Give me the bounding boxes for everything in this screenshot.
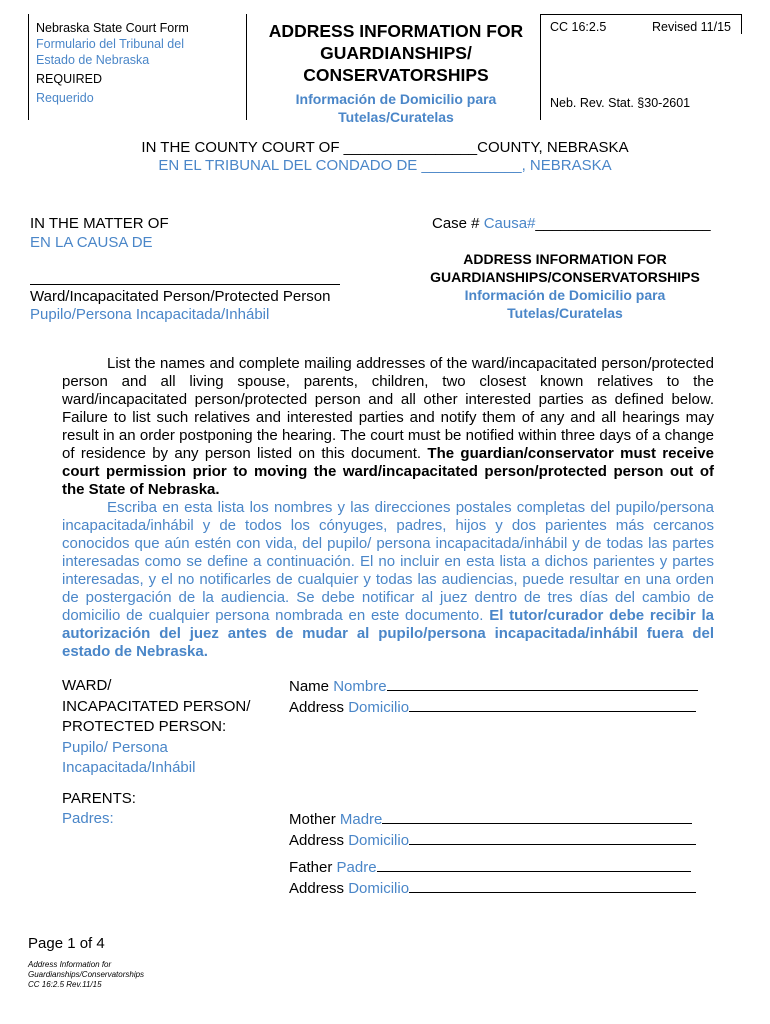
subtitle-l1: ADDRESS INFORMATION FOR [463, 251, 667, 267]
header-divider-1 [246, 14, 247, 120]
source-es-l2: Estado de Nebraska [36, 53, 150, 67]
ward-label: Ward/Incapacitated Person/Protected Person [30, 288, 331, 305]
mother-address-label: Address [289, 832, 345, 849]
instructions [62, 355, 714, 661]
ward-section-label [62, 676, 250, 779]
mother-label-es: Madre [339, 811, 383, 828]
father-name-input[interactable] [377, 857, 691, 872]
father-address-input[interactable] [409, 878, 696, 893]
footer-l1: Address Information for [28, 960, 112, 969]
ward-address-label-es: Domicilio [348, 699, 410, 716]
header-form-source [36, 20, 236, 106]
court-prefix-es: EN EL TRIBUNAL DEL CONDADO DE [158, 157, 418, 174]
ward-address-label: Address [289, 699, 345, 716]
ward-section-es-l1: Pupilo/ Persona [62, 738, 168, 756]
mother-name-input[interactable] [382, 809, 692, 824]
mother-address-field[interactable] [289, 830, 696, 851]
header-top-border [540, 14, 742, 15]
header-right-border [741, 14, 742, 34]
ward-label-es: Pupilo/Persona Incapacitada/Inhábil [30, 306, 270, 323]
father-name-field[interactable] [289, 857, 691, 878]
county-blank-es[interactable]: ____________ [421, 157, 522, 174]
mother-address-label-es: Domicilio [348, 832, 410, 849]
header-left-border [28, 14, 29, 120]
parents-label: PARENTS: [62, 790, 136, 807]
ward-section-l3: PROTECTED PERSON: [62, 718, 227, 735]
ward-name-input[interactable] [387, 676, 698, 691]
parents-label-es: Padres: [62, 810, 114, 827]
mother-address-input[interactable] [409, 830, 696, 845]
source-es-l1: Formulario del Tribunal del [36, 37, 184, 51]
title-line-2: GUARDIANSHIPS/ [320, 43, 472, 63]
court-line-en [0, 138, 770, 157]
required-label: REQUIRED [36, 72, 102, 86]
parents-section-label [62, 789, 136, 829]
subtitle [410, 250, 720, 322]
statute: Neb. Rev. Stat. §30-2601 [550, 96, 691, 110]
header-form-info [550, 20, 736, 110]
matter-es: EN LA CAUSA DE [30, 234, 153, 251]
case-number-field[interactable] [432, 214, 711, 233]
case-label: Case # [432, 215, 480, 232]
title-es-line-1: Información de Domicilio para [295, 91, 497, 107]
instructions-es [62, 499, 714, 661]
required-label-es: Requerido [36, 91, 94, 105]
court-prefix: IN THE COUNTY COURT OF [141, 139, 340, 156]
revised-date: Revised 11/15 [652, 20, 731, 34]
form-header [28, 14, 742, 125]
court-suffix-es: , NEBRASKA [521, 157, 612, 174]
court-line-es [0, 156, 770, 175]
ward-section-l1: WARD/ [62, 677, 112, 694]
ward-name-label-es: Nombre [333, 678, 387, 695]
footer-l2: Guardianships/Conservatorships [28, 970, 145, 979]
ward-address-input[interactable] [409, 697, 696, 712]
title-line-3: CONSERVATORSHIPS [303, 65, 489, 85]
father-label-es: Padre [336, 859, 377, 876]
court-suffix: COUNTY, NEBRASKA [477, 139, 629, 156]
ward-address-field[interactable] [289, 697, 696, 718]
source-en: Nebraska State Court Form [36, 21, 189, 35]
case-label-es: Causa# [483, 215, 536, 232]
footer-l3: CC 16:2.5 Rev.11/15 [28, 980, 102, 989]
subtitle-l2: GUARDIANSHIPS/CONSERVATORSHIPS [430, 269, 700, 285]
ward-section-es-l2: Incapacitada/Inhábil [62, 759, 196, 776]
matter-en: IN THE MATTER OF [30, 215, 169, 232]
instructions-en [62, 355, 714, 499]
header-divider-2 [540, 14, 541, 120]
form-number: CC 16:2.5 [550, 20, 607, 34]
title-line-1: ADDRESS INFORMATION FOR [268, 21, 524, 41]
county-blank[interactable]: ________________ [343, 139, 478, 156]
ward-name-line[interactable] [30, 284, 340, 285]
instructions-es-text: Escriba en esta lista los nombres y las direcciones postales completas del pupilo/persona incapacitada/inhábil y de todos los cónyuges, padres, hijos y dos parientes más cercanos conocidos que aún estén con vida, del pupilo/ persona incapacitada/inhábil y de todas las partes interesadas como se define a continuación. El no incluir en esta lista a dichos parientes y partes interesadas, y el no notificarles de cualquier y todas las audiencias, puede resultar en una orden de postergación de la audiencia. Se debe notificar al juez dentro de tres días del cambio de domicilio de cualquier persona nombrada en este documento. [62, 499, 714, 624]
header-title [256, 20, 536, 126]
subtitle-es-l1: Información de Domicilio para [464, 287, 666, 303]
footer-form-info [28, 960, 144, 990]
ward-section-l2: INCAPACITATED PERSON/ [62, 697, 251, 715]
instructions-es-bold: El tutor/curador debe recibir la autorización del juez antes de mudar al pupilo/persona incapacitada/inhábil fuera del estado de Nebraska. [62, 607, 715, 660]
father-address-label: Address [289, 880, 345, 897]
page-number: Page 1 of 4 [28, 935, 105, 952]
father-address-label-es: Domicilio [348, 880, 410, 897]
title-es-line-2: Tutelas/Curatelas [338, 109, 454, 125]
father-label: Father [289, 859, 333, 876]
ward-name-label: Name [289, 678, 330, 695]
father-address-field[interactable] [289, 878, 696, 899]
ward-name-field[interactable] [289, 676, 698, 697]
mother-label: Mother [289, 811, 336, 828]
mother-name-field[interactable] [289, 809, 692, 830]
case-blank[interactable]: _____________________ [535, 215, 711, 232]
subtitle-es-l2: Tutelas/Curatelas [507, 305, 623, 321]
instructions-en-bold: The guardian/conservator must receive court permission prior to moving the ward/incapacitated person/protected person out of the State of Nebraska. [62, 445, 714, 498]
instructions-en-text: List the names and complete mailing addresses of the ward/incapacitated person/protected person and all living spouse, parents, children, two closest known relatives to the ward/incapacitated person/protected person and all other interested parties as defined below. Failure to list such relatives and interested parties and notify them of any and all hearings may result in an order postponing the hearing. The court must be notified within three days of a change of residence by any person listed on this document. [62, 355, 714, 462]
